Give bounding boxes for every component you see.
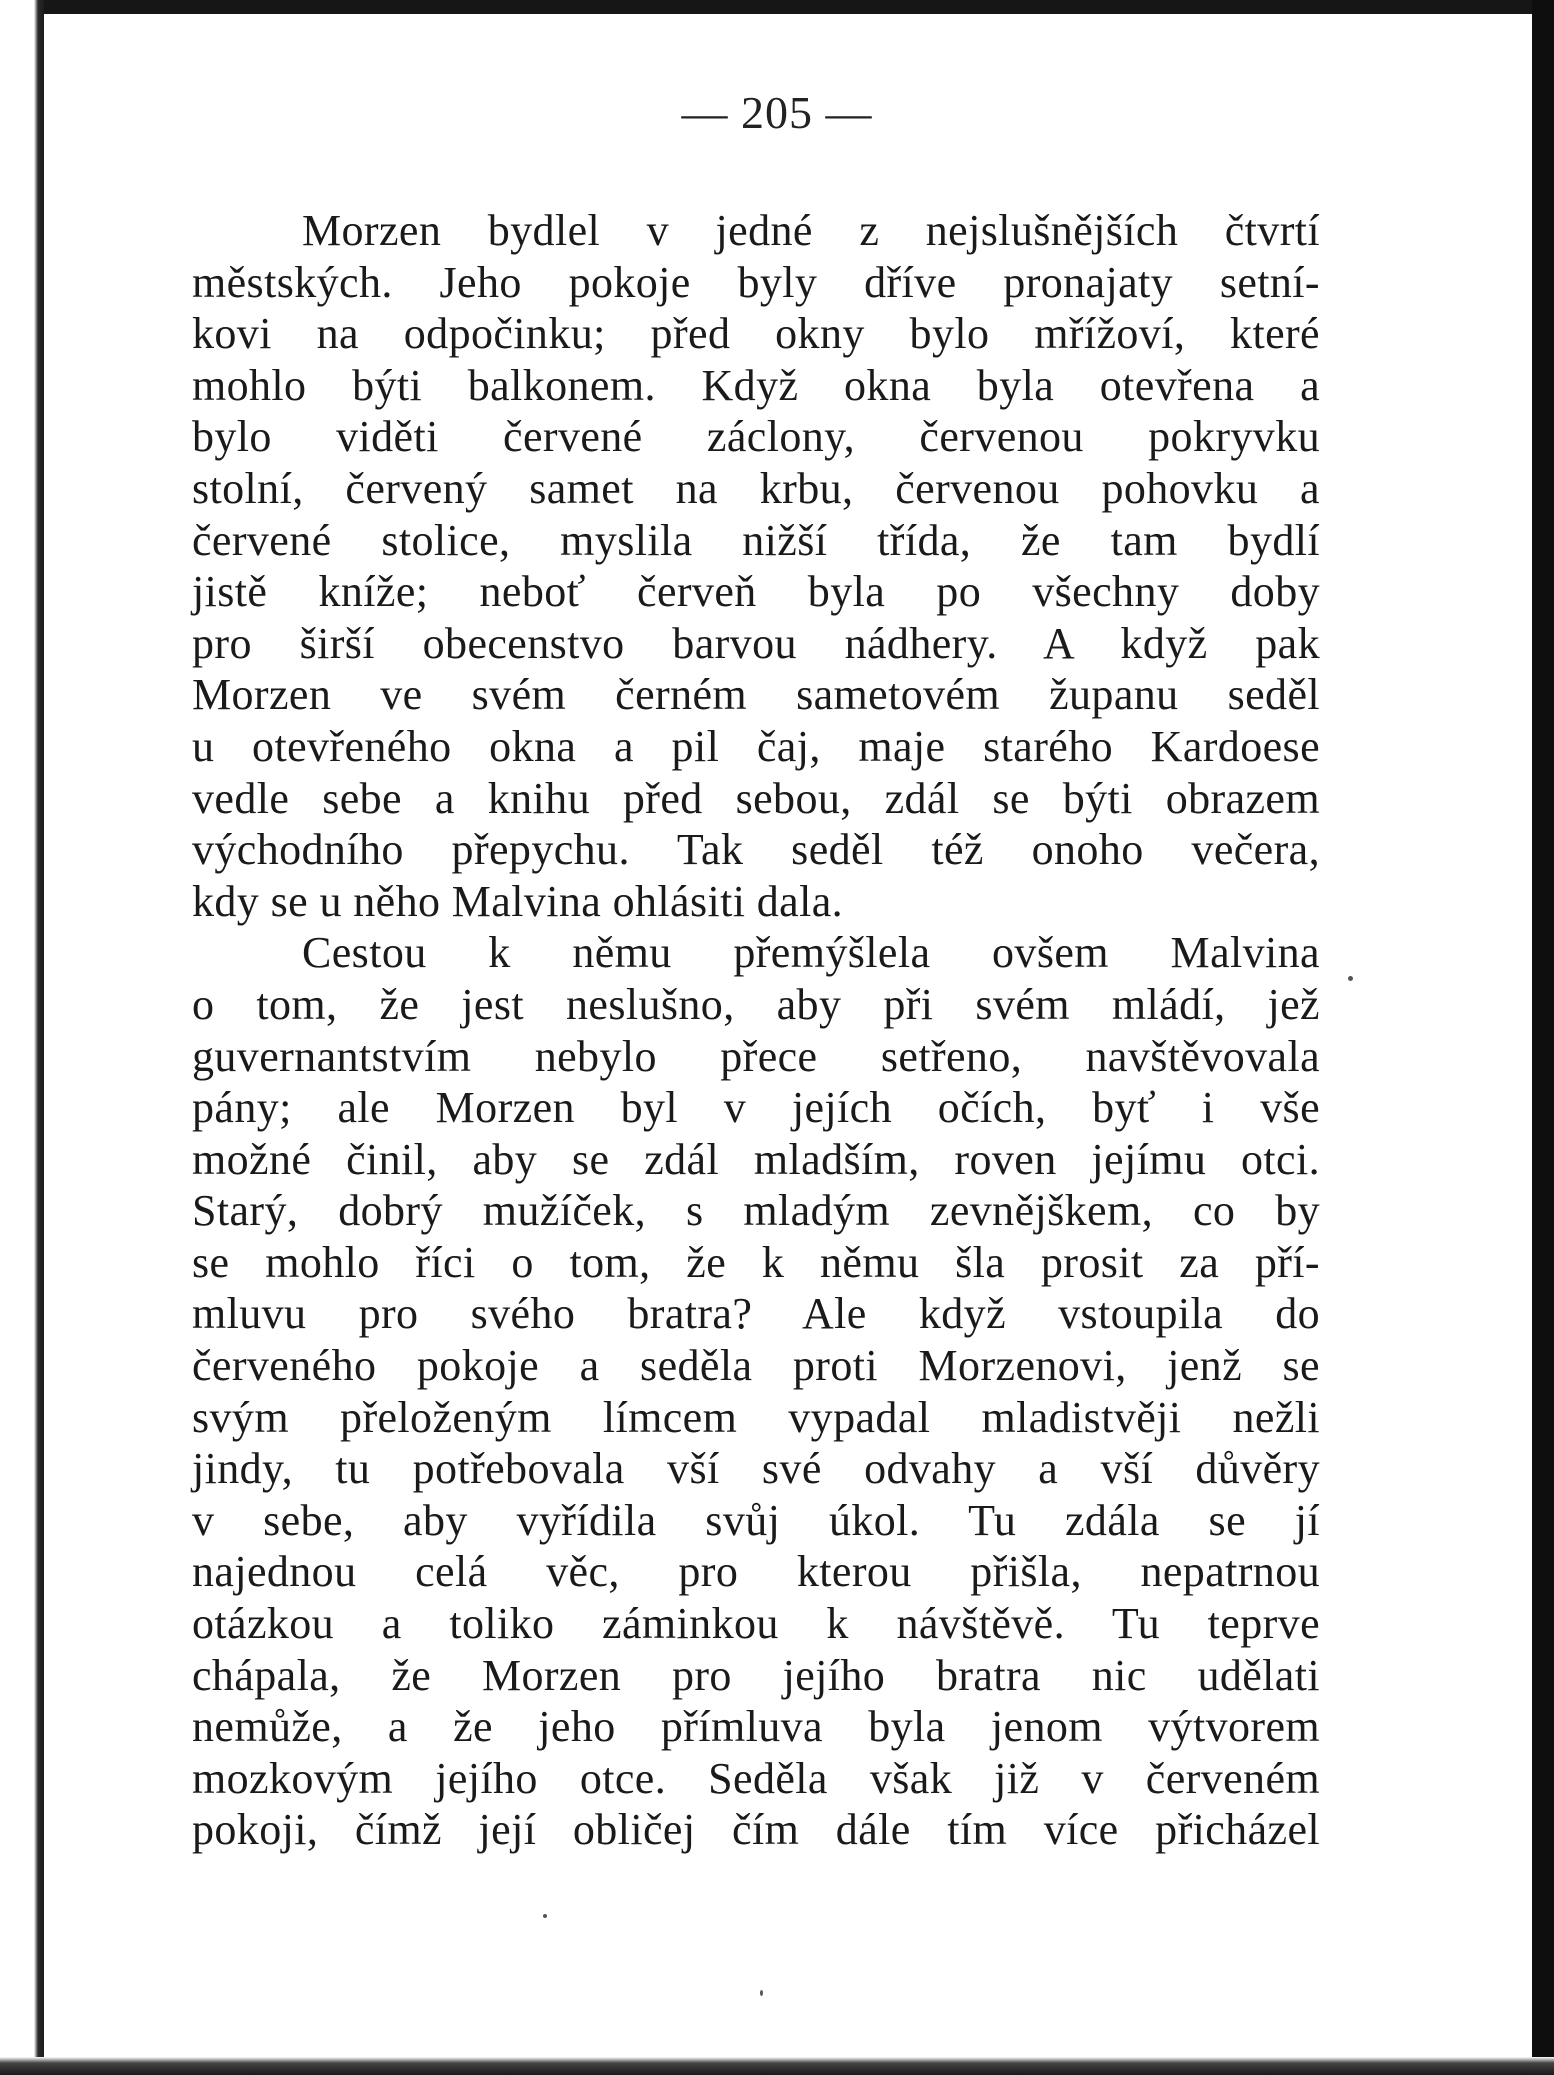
text-line: u otevřeného okna a pil čaj, maje starého Kardoese — [192, 721, 1320, 771]
text-line: Morzen bydlel v jedné z nejslušnějších čtvrtí — [302, 206, 1320, 255]
text-line: kdy se u něho Malvina ohlásiti dala. — [192, 876, 844, 926]
scan-edge-right — [1532, 0, 1554, 2075]
text-line: Morzen ve svém černém sametovém županu seděl — [192, 670, 1320, 720]
text-line: se mohlo říci o tom, že k němu šla prosit za pří- — [192, 1237, 1320, 1287]
text-line: otázkou a toliko záminkou k návštěvě. Tu teprve — [192, 1599, 1320, 1649]
scan-edge-bottom — [0, 2057, 1554, 2075]
scan-edge-top — [0, 0, 1554, 14]
text-line: pány; ale Morzen byl v jejích očích, byť i vše — [192, 1083, 1320, 1133]
text-line: nemůže, a že jeho přímluva byla jenom výtvorem — [192, 1702, 1320, 1752]
text-line: městských. Jeho pokoje byly dříve pronajaty setní- — [192, 257, 1320, 307]
text-line: mozkovým jejího otce. Seděla však již v červeném — [192, 1753, 1320, 1803]
text-line: stolní, červený samet na krbu, červenou pohovku a — [192, 463, 1320, 513]
text-line: vedle sebe a knihu před sebou, zdál se býti obrazem — [192, 773, 1320, 823]
text-line: pro širší obecenstvo barvou nádhery. A když pak — [192, 618, 1320, 668]
text-line: v sebe, aby vyřídila svůj úkol. Tu zdála se jí — [192, 1495, 1320, 1545]
text-line: chápala, že Morzen pro jejího bratra nic udělati — [192, 1650, 1320, 1700]
text-line: guvernantstvím nebylo přece setřeno, navštěvovala — [192, 1031, 1320, 1081]
text-line: pokoji, čímž její obličej čím dále tím více přicházel — [192, 1805, 1320, 1855]
text-line: červené stolice, myslila nižší třída, že tam bydlí — [192, 515, 1320, 565]
scan-edge-left — [0, 0, 44, 2075]
text-line: jistě kníže; neboť červeň byla po všechny doby — [192, 567, 1320, 617]
scan-speck — [760, 1990, 763, 1996]
text-line: o tom, že jest neslušno, aby při svém mládí, jež — [192, 979, 1320, 1029]
scan-speck — [543, 1914, 547, 1918]
text-line: kovi na odpočinku; před okny bylo mřížoví, které — [192, 309, 1320, 359]
text-line: mluvu pro svého bratra? Ale když vstoupila do — [192, 1289, 1320, 1339]
text-line: jindy, tu potřebovala vší své odvahy a vší důvěry — [192, 1444, 1320, 1494]
text-line: bylo viděti červené záclony, červenou pokryvku — [192, 412, 1320, 462]
scan-speck — [1348, 976, 1353, 981]
text-line: svým přeloženým límcem vypadal mladistvěji nežli — [192, 1392, 1320, 1442]
text-line: najednou celá věc, pro kterou přišla, nepatrnou — [192, 1547, 1320, 1597]
text-line: Starý, dobrý mužíček, s mladým zevnějškem, co by — [192, 1186, 1320, 1236]
text-line: červeného pokoje a seděla proti Morzenovi, jenž se — [192, 1341, 1320, 1391]
text-line: Cestou k němu přemýšlela ovšem Malvina — [302, 928, 1320, 978]
text-line: východního přepychu. Tak seděl též onoho večera, — [192, 825, 1320, 875]
text-line: mohlo býti balkonem. Když okna byla otevřena a — [192, 360, 1320, 410]
text-line: možné činil, aby se zdál mladším, roven jejímu otci. — [192, 1134, 1320, 1184]
page-number: — 205 — — [681, 87, 873, 138]
body-text — [192, 205, 1320, 1856]
